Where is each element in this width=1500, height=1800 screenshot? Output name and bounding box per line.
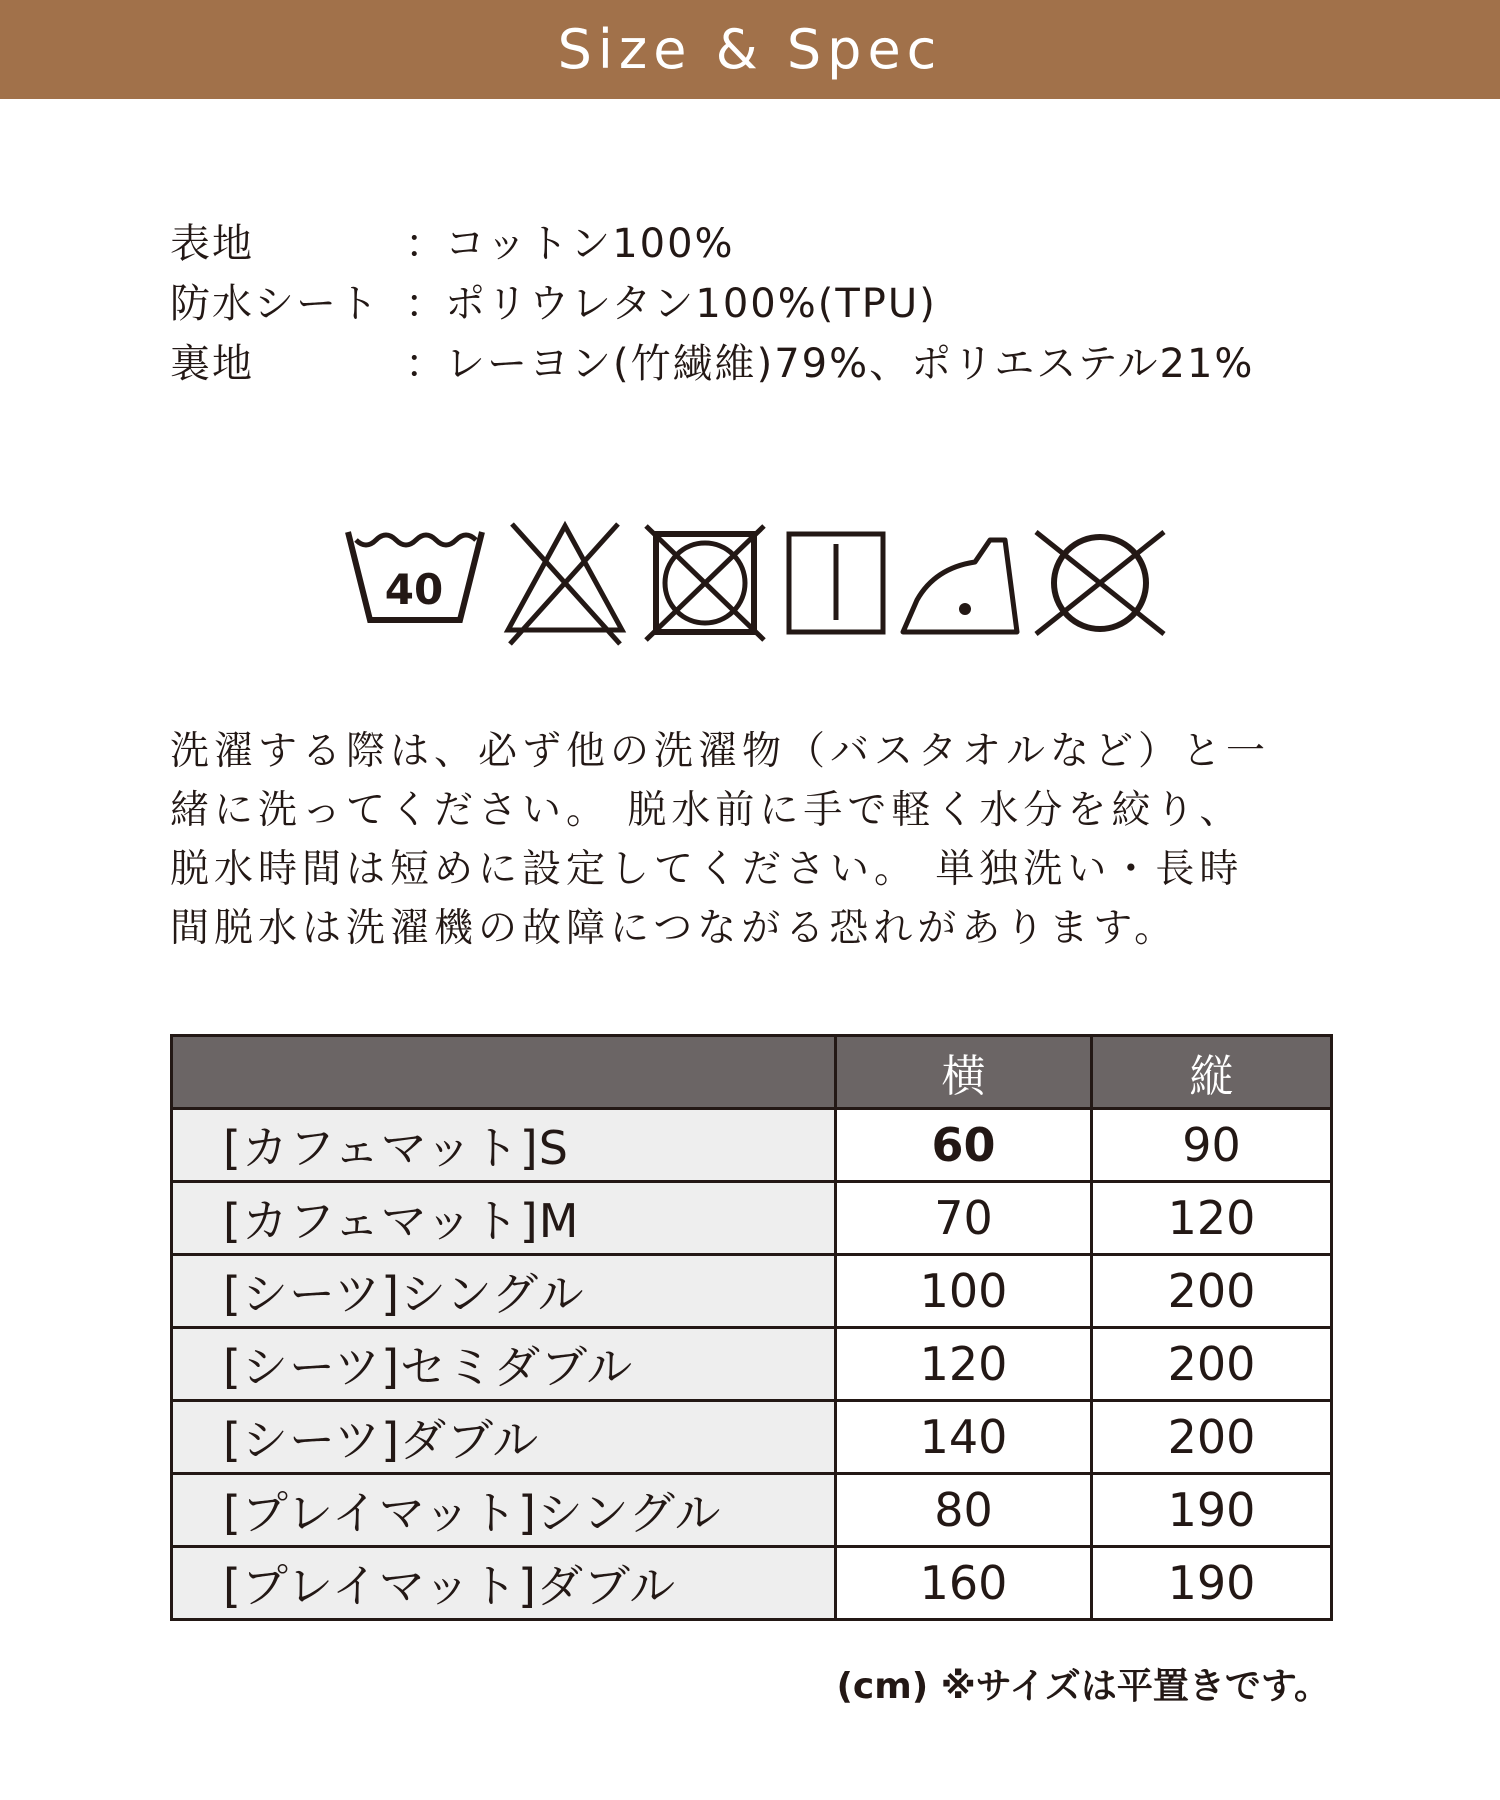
width-cell: 60: [836, 1109, 1092, 1182]
material-row: [170, 270, 1370, 330]
header-bar: [0, 0, 1500, 99]
material-label: 表地: [170, 220, 254, 267]
table-row: [172, 1109, 1332, 1182]
care-text-line: 脱水時間は短めに設定してください。 単独洗い・長時: [170, 847, 1244, 892]
length-cell: 90: [1092, 1109, 1332, 1182]
iron-low-icon: [895, 518, 1025, 648]
material-value: レーヨン(竹繊維)79%、ポリエステル21%: [445, 340, 1255, 387]
wash-40-icon: [340, 518, 490, 648]
width-cell: 70: [836, 1182, 1092, 1255]
table-row: [172, 1401, 1332, 1474]
material-label: 裏地: [170, 340, 254, 387]
care-instructions: [170, 722, 1340, 958]
materials-list: [170, 210, 1370, 390]
care-text-line: 緒に洗ってください。 脱水前に手で軽く水分を絞り、: [170, 788, 1244, 833]
table-note: (cm) ※サイズは平置きです。: [836, 1666, 1330, 1707]
width-cell: 140: [836, 1401, 1092, 1474]
product-name-cell: [シーツ]セミダブル: [172, 1328, 836, 1401]
product-name-cell: [カフェマット]M: [172, 1182, 836, 1255]
size-table: [170, 1034, 1333, 1621]
product-name-cell: [シーツ]ダブル: [172, 1401, 836, 1474]
material-row: [170, 210, 1370, 270]
line-dry-icon: [780, 518, 890, 648]
table-row: [172, 1328, 1332, 1401]
width-cell: 160: [836, 1547, 1092, 1620]
product-name-cell: [シーツ]シングル: [172, 1255, 836, 1328]
table-header-width: 横: [836, 1036, 1092, 1109]
table-row: [172, 1255, 1332, 1328]
table-header-row: [172, 1036, 1332, 1109]
length-cell: 190: [1092, 1547, 1332, 1620]
care-icons: [340, 518, 1170, 648]
care-text-line: 洗濯する際は、必ず他の洗濯物（バスタオルなど）と一: [170, 729, 1271, 774]
table-row: [172, 1182, 1332, 1255]
no-dry-clean-icon: [1030, 518, 1170, 648]
width-cell: 100: [836, 1255, 1092, 1328]
length-cell: 120: [1092, 1182, 1332, 1255]
page-title: Size & Spec: [557, 18, 943, 81]
material-value: コットン100%: [445, 220, 735, 267]
material-row: [170, 330, 1370, 390]
length-cell: 200: [1092, 1328, 1332, 1401]
material-separator: ：: [405, 220, 447, 267]
table-row: [172, 1474, 1332, 1547]
table-row: [172, 1547, 1332, 1620]
length-cell: 200: [1092, 1255, 1332, 1328]
care-text-line: 間脱水は洗濯機の故障につながる恐れがあります。: [170, 906, 1179, 951]
width-cell: 120: [836, 1328, 1092, 1401]
material-value: ポリウレタン100%(TPU): [445, 280, 937, 327]
material-separator: ：: [405, 340, 447, 387]
no-tumble-dry-icon: [640, 518, 770, 648]
product-name-cell: [プレイマット]シングル: [172, 1474, 836, 1547]
wash-temperature: 40: [384, 565, 444, 614]
no-bleach-icon: [500, 518, 630, 648]
length-cell: 190: [1092, 1474, 1332, 1547]
length-cell: 200: [1092, 1401, 1332, 1474]
table-header-length: 縦: [1092, 1036, 1332, 1109]
product-name-cell: [プレイマット]ダブル: [172, 1547, 836, 1620]
material-label: 防水シート: [170, 280, 380, 327]
product-name-cell: [カフェマット]S: [172, 1109, 836, 1182]
table-header-name: [172, 1036, 836, 1109]
width-cell: 80: [836, 1474, 1092, 1547]
material-separator: ：: [405, 280, 447, 327]
